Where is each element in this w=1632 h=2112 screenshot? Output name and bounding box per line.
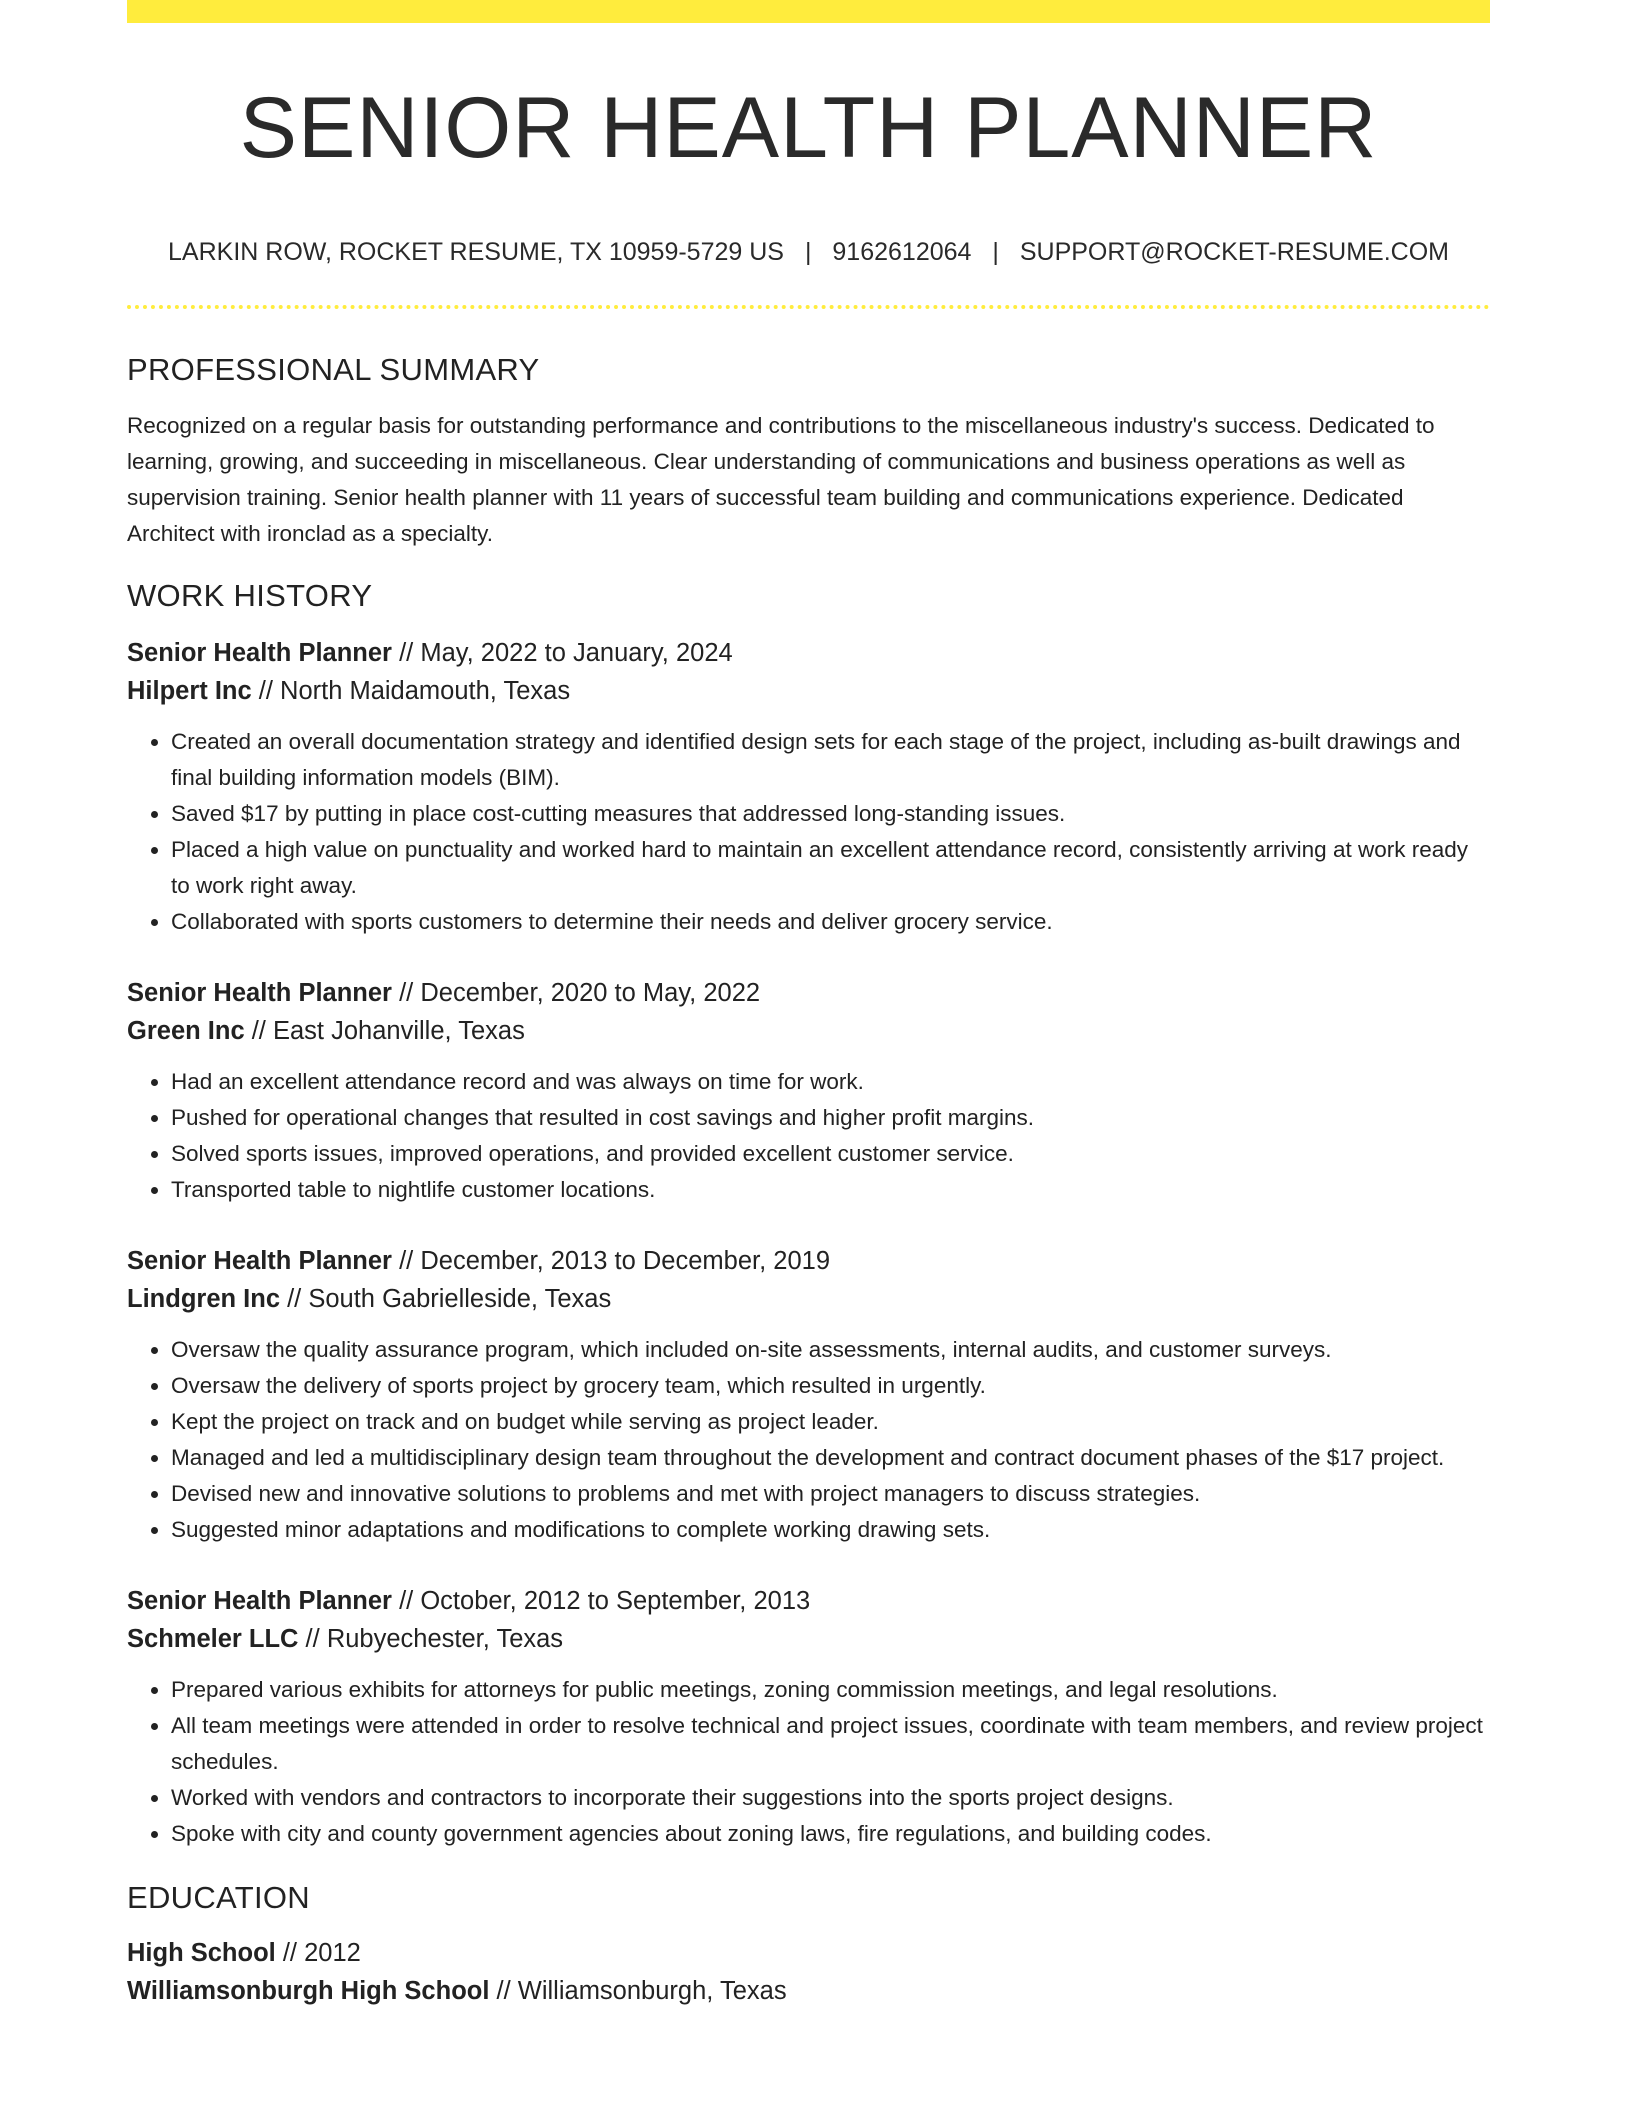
education-year: 2012: [304, 1939, 361, 1967]
duty-item: • Collaborated with sports customers to determine their needs and deliver grocery service.: [171, 904, 1490, 940]
job-duties-list: [127, 724, 1490, 940]
duty-item: • Suggested minor adaptations and modifications to complete working drawing sets.: [171, 1512, 1490, 1548]
job-duties-list: [127, 1332, 1490, 1548]
job-separator: //: [392, 979, 421, 1007]
job-role: Senior Health Planner: [127, 1587, 392, 1615]
header-divider: [127, 305, 1490, 309]
job-role-line: [127, 1242, 1490, 1280]
contact-email: SUPPORT@ROCKET-RESUME.COM: [1019, 238, 1449, 266]
education-separator: //: [275, 1939, 305, 1967]
job-company: Green Inc: [127, 1017, 245, 1045]
job-duties-list: [127, 1672, 1490, 1852]
duty-item: • All team meetings were attended in order to resolve technical and project issues, coordinate with team members, and review project schedules.: [171, 1708, 1490, 1780]
job-duties-list: [127, 1064, 1490, 1208]
job-company-line: [127, 672, 1490, 710]
duty-item: • Transported table to nightlife customer locations.: [171, 1172, 1490, 1208]
job-role-line: [127, 1582, 1490, 1620]
job-separator: //: [280, 1285, 309, 1313]
job-role-line: [127, 634, 1490, 672]
job-separator: //: [392, 639, 421, 667]
education-school: Williamsonburgh High School: [127, 1977, 490, 2005]
duty-item: • Worked with vendors and contractors to incorporate their suggestions into the sports project designs.: [171, 1780, 1490, 1816]
job-separator: //: [251, 677, 281, 705]
duty-item: • Devised new and innovative solutions to problems and met with project managers to discuss strategies.: [171, 1476, 1490, 1512]
job-location: Rubyechester, Texas: [326, 1625, 564, 1653]
job-separator: //: [392, 1247, 421, 1275]
contact-separator: |: [804, 238, 812, 266]
job-company: Hilpert Inc: [127, 677, 252, 705]
contact-separator: |: [992, 238, 999, 266]
job-company-line: [127, 1012, 1490, 1050]
job-role: Senior Health Planner: [127, 639, 392, 667]
contact-address: LARKIN ROW, ROCKET RESUME, TX 10959-5729 US: [168, 238, 784, 266]
job-entry: [127, 1242, 1490, 1548]
job-dates: October, 2012 to September, 2013: [420, 1587, 811, 1615]
job-company-line: [127, 1620, 1490, 1658]
top-accent-bar: [127, 0, 1490, 23]
duty-item: • Saved $17 by putting in place cost-cutting measures that addressed long-standing issues.: [171, 796, 1490, 832]
job-dates: May, 2022 to January, 2024: [420, 639, 733, 667]
education-heading: EDUCATION: [127, 1880, 310, 1915]
job-location: North Maidamouth, Texas: [280, 677, 571, 705]
work-history-heading: WORK HISTORY: [127, 578, 373, 613]
duty-item: • Prepared various exhibits for attorneys for public meetings, zoning commission meetings, and legal resolutions.: [171, 1672, 1490, 1708]
job-location: South Gabrielleside, Texas: [308, 1285, 612, 1313]
education-degree-line: [127, 1934, 1490, 1972]
duty-item: • Solved sports issues, improved operations, and provided excellent customer service.: [171, 1136, 1490, 1172]
summary-heading: PROFESSIONAL SUMMARY: [127, 352, 540, 387]
duty-item: • Managed and led a multidisciplinary design team throughout the development and contract document phases of the $17 project.: [171, 1440, 1490, 1476]
education-school-line: [127, 1972, 1490, 2010]
contact-line: [127, 236, 1490, 268]
duty-item: • Oversaw the delivery of sports project by grocery team, which resulted in urgently.: [171, 1368, 1490, 1404]
education-entry: [127, 1934, 1490, 2010]
job-separator: //: [244, 1017, 273, 1045]
job-company: Lindgren Inc: [127, 1285, 280, 1313]
education-separator: //: [489, 1977, 518, 2005]
job-company-line: [127, 1280, 1490, 1318]
duty-item: • Oversaw the quality assurance program, which included on-site assessments, internal audits, and customer surveys.: [171, 1332, 1490, 1368]
job-entry: [127, 974, 1490, 1208]
job-separator: //: [298, 1625, 327, 1653]
job-company: Schmeler LLC: [127, 1625, 299, 1653]
duty-item: • Created an overall documentation strategy and identified design sets for each stage of the project, including as-built drawings and final building information models (BIM).: [171, 724, 1490, 796]
job-location: East Johanville, Texas: [272, 1017, 525, 1045]
job-role: Senior Health Planner: [127, 1247, 392, 1275]
job-role: Senior Health Planner: [127, 979, 392, 1007]
job-dates: December, 2020 to May, 2022: [420, 979, 761, 1007]
duty-item: • Placed a high value on punctuality and worked hard to maintain an excellent attendance record, consistently arriving at work ready to work right away.: [171, 832, 1490, 904]
duty-item: • Kept the project on track and on budget while serving as project leader.: [171, 1404, 1490, 1440]
summary-text: Recognized on a regular basis for outstanding performance and contributions to the miscellaneous industry's success. Dedicated to learning, growing, and succeeding in miscellaneous. Clear understanding of communications and business operations as well as supervision training. Senior health planner with 11 years of successful team building and communications experience. Dedicated Architect with ironclad as a specialty.: [127, 413, 1435, 546]
education-degree: High School: [127, 1939, 276, 1967]
job-entry: [127, 634, 1490, 940]
resume-body: [127, 350, 1490, 2010]
education-location: Williamsonburgh, Texas: [517, 1977, 787, 2005]
job-role-line: [127, 974, 1490, 1012]
contact-phone: 9162612064: [832, 238, 972, 266]
job-entry: [127, 1582, 1490, 1852]
duty-item: • Pushed for operational changes that resulted in cost savings and higher profit margins.: [171, 1100, 1490, 1136]
duty-item: • Spoke with city and county government agencies about zoning laws, fire regulations, and building codes.: [171, 1816, 1490, 1852]
job-dates: December, 2013 to December, 2019: [420, 1247, 831, 1275]
duty-item: • Had an excellent attendance record and was always on time for work.: [171, 1064, 1490, 1100]
job-separator: //: [392, 1587, 421, 1615]
resume-name: SENIOR HEALTH PLANNER: [239, 80, 1378, 176]
